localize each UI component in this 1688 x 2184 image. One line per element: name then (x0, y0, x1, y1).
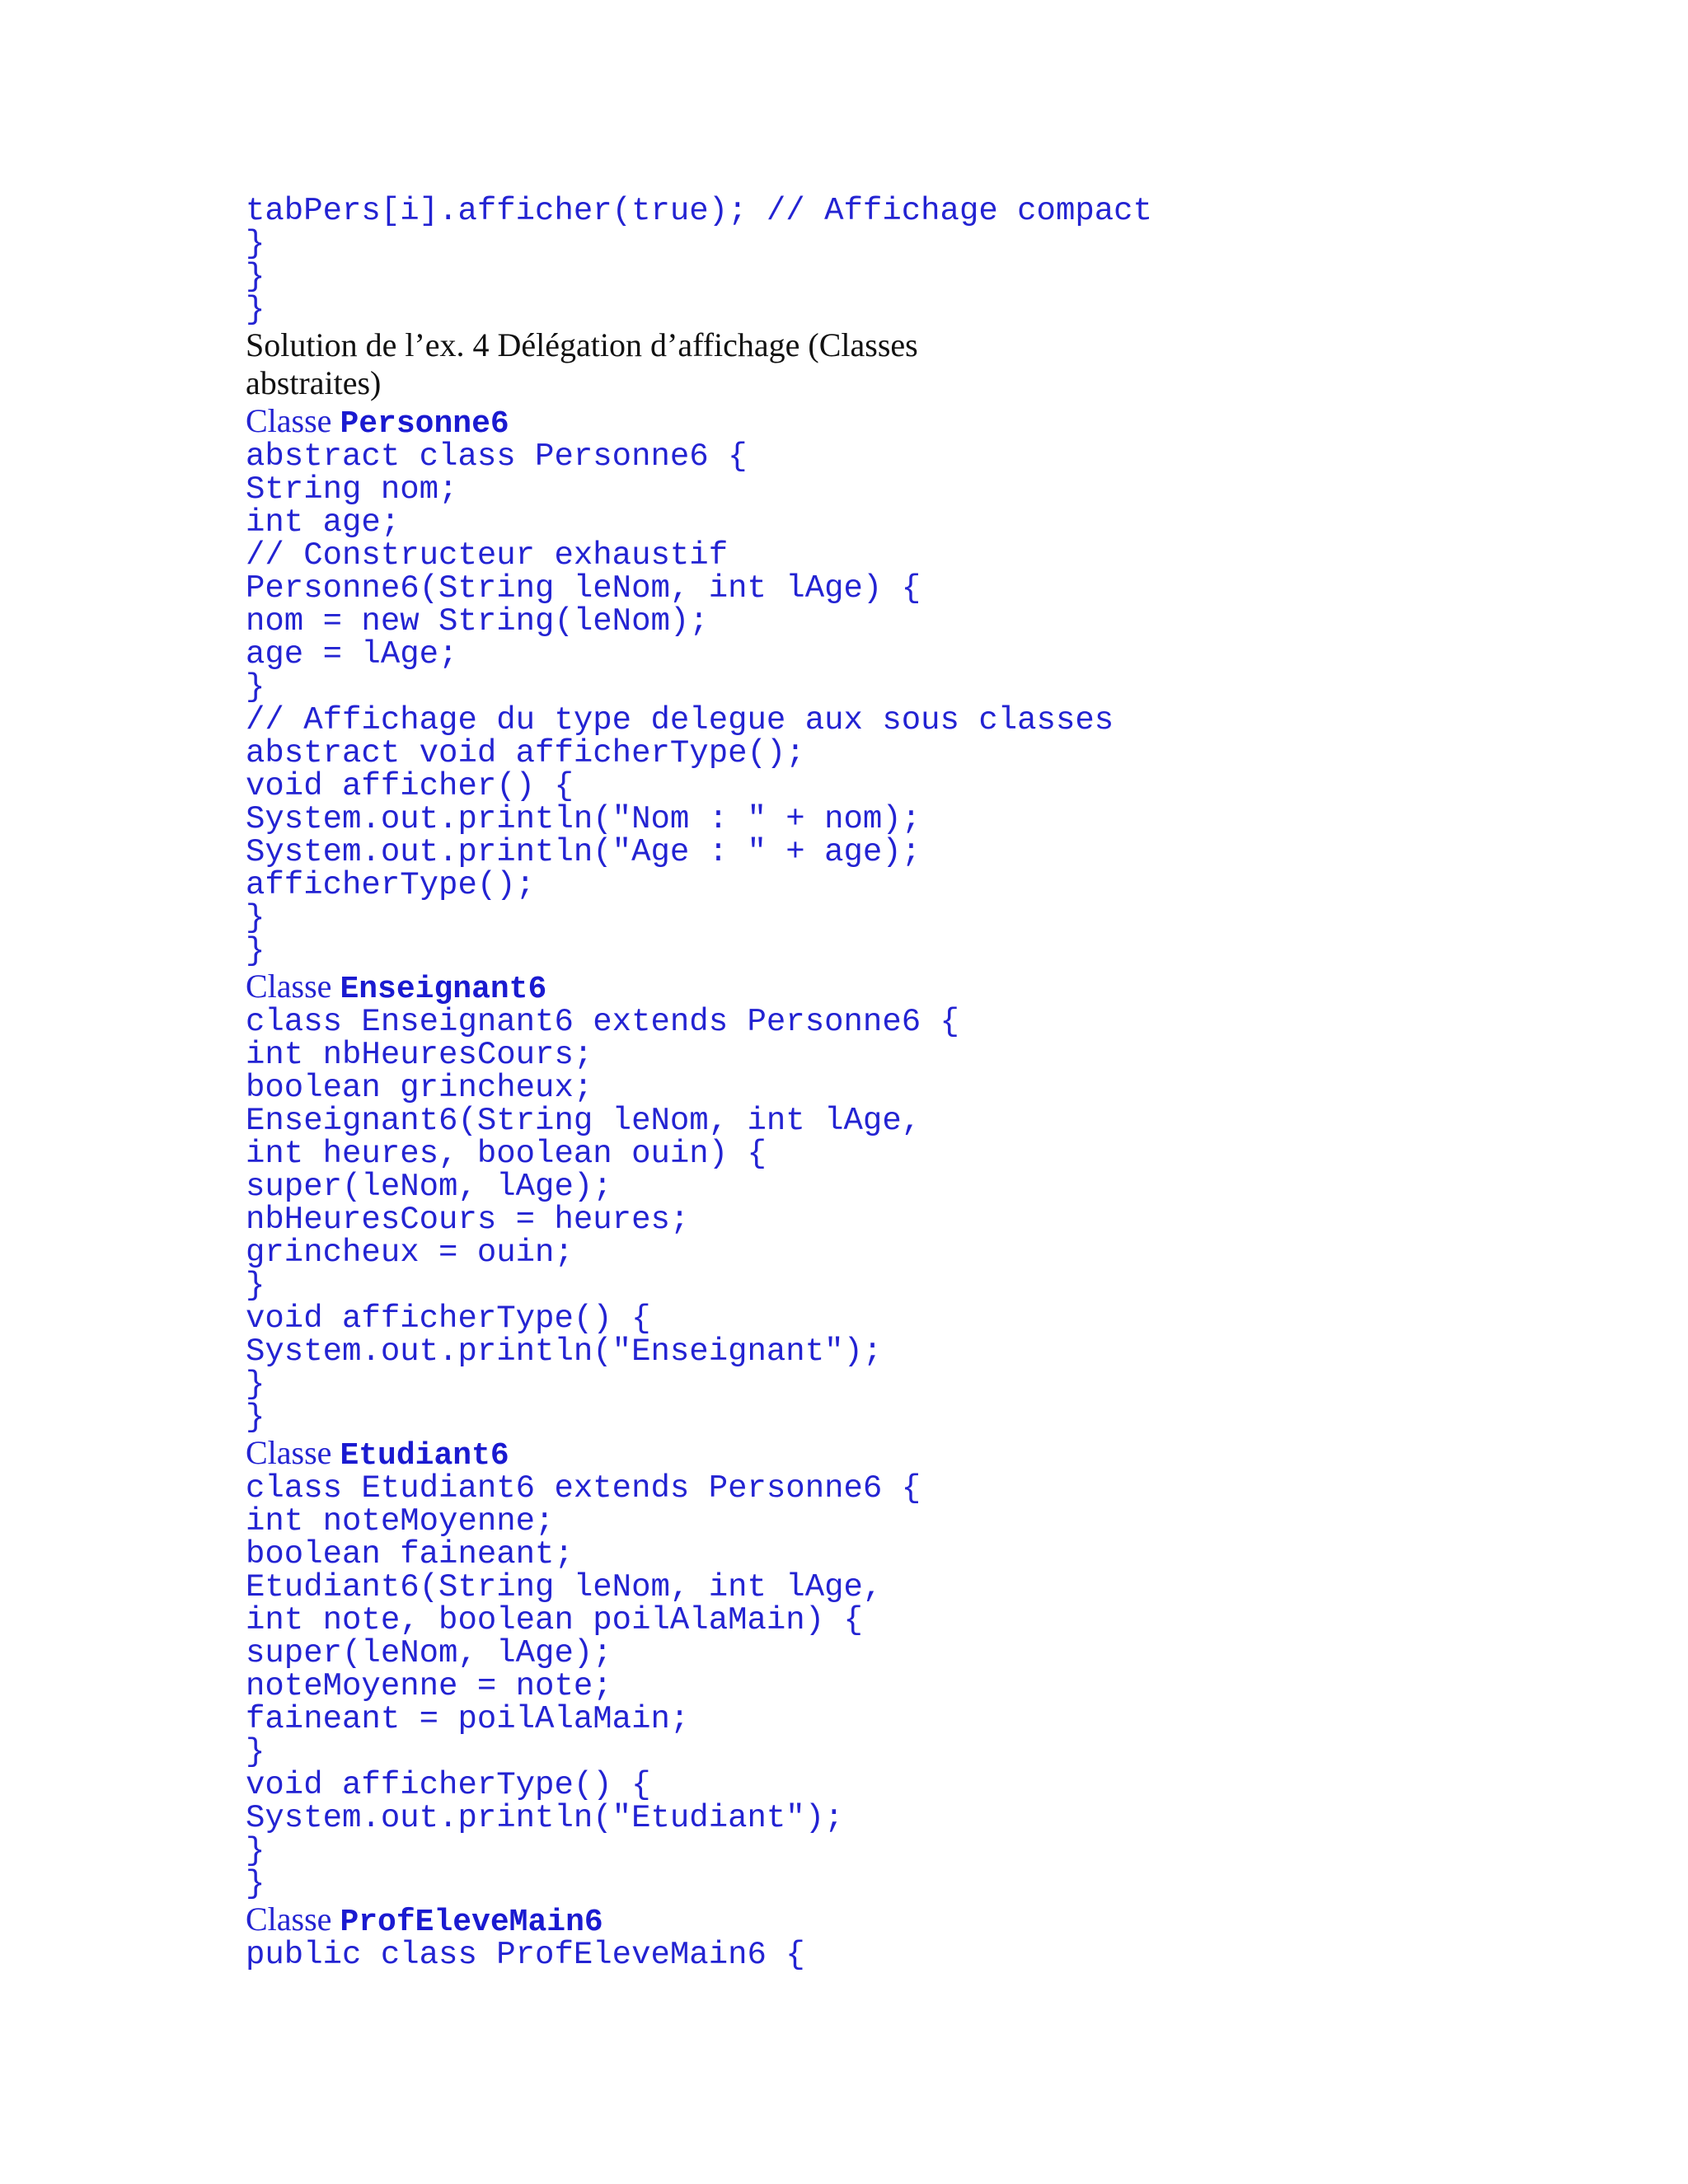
document-page (246, 194, 1564, 1971)
code-line: String nom; (246, 471, 458, 508)
code-line: abstract class Personne6 { (246, 438, 748, 475)
code-line: Etudiant6(String leNom, int lAge, (246, 1569, 883, 1605)
code-line: int heures, boolean ouin) { (246, 1136, 767, 1172)
code-line: boolean grincheux; (246, 1070, 593, 1106)
code-line: afficherType(); (246, 867, 536, 903)
code-line: } (246, 226, 265, 262)
code-line: void afficherType() { (246, 1301, 651, 1337)
section-label: Classe (246, 402, 332, 439)
code-line: } (246, 1399, 265, 1436)
code-line: // Constructeur exhaustif (246, 537, 729, 574)
section-label: Classe (246, 1434, 332, 1471)
code-line: abstract void afficherType(); (246, 735, 805, 771)
code-line: age = lAge; (246, 636, 458, 673)
code-line: } (246, 259, 265, 295)
code-line: System.out.println("Etudiant"); (246, 1800, 844, 1836)
section-profelevemain6 (246, 1900, 1564, 1971)
top-code-block (246, 194, 1564, 326)
code-line: } (246, 1268, 265, 1304)
code-line: } (246, 669, 265, 705)
code-line: public class ProfEleveMain6 { (246, 1937, 805, 1973)
code-line: System.out.println("Age : " + age); (246, 834, 921, 870)
code-line: int noteMoyenne; (246, 1503, 555, 1540)
class-name: Personne6 (340, 406, 509, 442)
code-line: } (246, 900, 265, 936)
code-line: noteMoyenne = note; (246, 1668, 612, 1704)
section-heading (246, 1434, 1564, 1472)
code-line: boolean faineant; (246, 1536, 574, 1572)
code-line: Personne6(String leNom, int lAge) { (246, 570, 921, 607)
code-line: class Enseignant6 extends Personne6 { (246, 1004, 959, 1040)
code-line: } (246, 933, 265, 969)
code-line: int nbHeuresCours; (246, 1037, 593, 1073)
code-line: nbHeuresCours = heures; (246, 1202, 690, 1238)
code-line: super(leNom, lAge); (246, 1635, 612, 1671)
code-line: super(leNom, lAge); (246, 1169, 612, 1205)
code-line: } (246, 1734, 265, 1770)
code-line: } (246, 292, 265, 328)
code-line: tabPers[i].afficher(true); // Affichage compact (246, 193, 1152, 229)
code-line: faineant = poilAlaMain; (246, 1701, 690, 1737)
section-heading (246, 968, 1564, 1005)
code-line: System.out.println("Nom : " + nom); (246, 801, 921, 837)
code-line: grincheux = ouin; (246, 1235, 574, 1271)
code-line: } (246, 1866, 265, 1902)
code-line: // Affichage du type delegue aux sous classes (246, 702, 1114, 738)
code-line: nom = new String(leNom); (246, 603, 709, 640)
section-label: Classe (246, 968, 332, 1005)
section-enseignant6 (246, 968, 1564, 1434)
code-line: int note, boolean poilAlaMain) { (246, 1602, 863, 1638)
section-label: Classe (246, 1900, 332, 1938)
class-name: Enseignant6 (340, 972, 547, 1007)
code-line: } (246, 1366, 265, 1403)
code-line: class Etudiant6 extends Personne6 { (246, 1470, 921, 1507)
section-etudiant6 (246, 1434, 1564, 1900)
code-line: Enseignant6(String leNom, int lAge, (246, 1103, 921, 1139)
code-line: void afficherType() { (246, 1767, 651, 1803)
code-line: } (246, 1833, 265, 1869)
class-name: Etudiant6 (340, 1438, 509, 1474)
section-heading (246, 402, 1564, 440)
code-line: void afficher() { (246, 768, 574, 804)
section-heading (246, 1900, 1564, 1938)
class-name: ProfEleveMain6 (340, 1905, 603, 1940)
solution-title: Solution de l’ex. 4 Délégation d’affichage (Classes abstraites) (246, 326, 918, 401)
code-line: System.out.println("Enseignant"); (246, 1333, 883, 1370)
section-personne6 (246, 402, 1564, 968)
code-line: int age; (246, 504, 401, 541)
